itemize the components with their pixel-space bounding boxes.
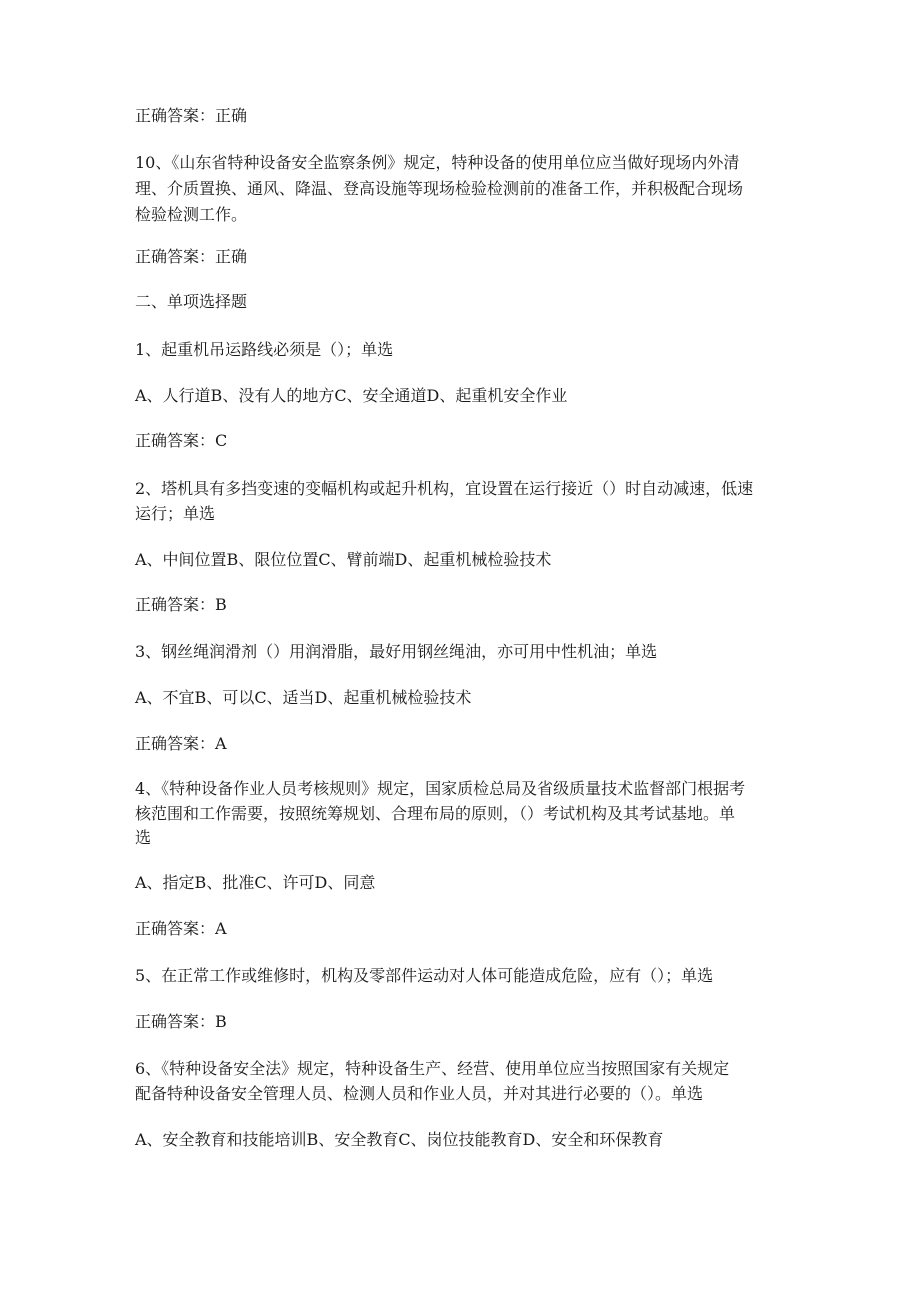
question-4-line-1: 4、《特种设备作业人员考核规则》规定，国家质检总局及省级质量技术监督部门根据考 (135, 779, 746, 798)
question-10-line-3: 检验检测工作。 (135, 205, 248, 224)
question-6-options: A、安全教育和技能培训B、安全教育C、岗位技能教育D、安全和环保教育 (135, 1130, 664, 1149)
question-1: 1、起重机吊运路线必须是（）；单选 (135, 340, 394, 359)
question-4-line-2: 核范围和工作需要，按照统筹规划、合理布局的原则，（）考试机构及其考试基地。单 (135, 804, 736, 823)
question-3-options: A、不宜B、可以C、适当D、起重机械检验技术 (135, 688, 472, 707)
answer-line: 正确答案：正确 (135, 247, 248, 266)
answer-line: 正确答案：B (135, 595, 227, 614)
answer-line: 正确答案：A (135, 734, 227, 753)
question-2-options: A、中间位置B、限位位置C、臂前端D、起重机械检验技术 (135, 550, 552, 569)
question-2-line-1: 2、塔机具有多挡变速的变幅机构或起升机构，宜设置在运行接近（）时自动减速，低速 (135, 479, 754, 498)
answer-line: 正确答案：正确 (135, 106, 248, 125)
question-2-line-2: 运行；单选 (135, 504, 216, 523)
question-3: 3、钢丝绳润滑剂（）用润滑脂，最好用钢丝绳油，亦可用中性机油；单选 (135, 642, 658, 661)
question-10-line-1: 10、《山东省特种设备安全监察条例》规定，特种设备的使用单位应当做好现场内外清 (135, 153, 740, 172)
answer-line: 正确答案：C (135, 431, 228, 450)
question-4-line-3: 选 (135, 828, 152, 847)
question-4-options: A、指定B、批准C、许可D、同意 (135, 873, 376, 892)
question-6-line-1: 6、《特种设备安全法》规定，特种设备生产、经营、使用单位应当按照国家有关规定 (135, 1059, 730, 1078)
question-6-line-2: 配备特种设备安全管理人员、检测人员和作业人员，并对其进行必要的（）。单选 (135, 1084, 704, 1103)
section-heading: 二、单项选择题 (135, 292, 248, 311)
question-10-line-2: 理、介质置换、通风、降温、登高设施等现场检验检测前的准备工作，并积极配合现场 (135, 179, 744, 198)
answer-line: 正确答案：B (135, 1012, 227, 1031)
question-5: 5、在正常工作或维修时，机构及零部件运动对人体可能造成危险，应有（）；单选 (135, 966, 714, 985)
answer-line: 正确答案：A (135, 919, 227, 938)
question-1-options: A、人行道B、没有人的地方C、安全通道D、起重机安全作业 (135, 386, 568, 405)
